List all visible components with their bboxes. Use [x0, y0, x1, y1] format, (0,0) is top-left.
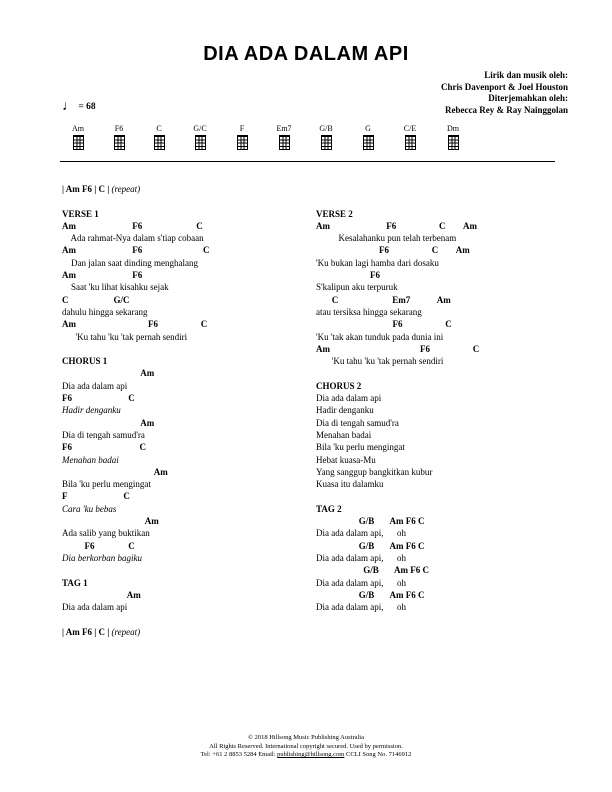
lyric-line: Hadir denganku — [316, 405, 374, 416]
lyric-line: Ada salib yang buktikan — [62, 528, 150, 539]
chord-grid-icon — [154, 135, 165, 150]
credit-line: Diterjemahkan oleh: — [488, 93, 568, 103]
tempo-value: = 68 — [78, 102, 96, 112]
chord-line: Am F6 C — [62, 245, 210, 256]
lyric-line: dahulu hingga sekarang — [62, 306, 148, 317]
song-title: DIA ADA DALAM API — [203, 43, 409, 65]
footer — [0, 734, 612, 760]
chord-line: Am — [62, 368, 155, 379]
chord-diagram — [139, 124, 179, 155]
chord-diagram — [348, 124, 388, 155]
chord-line: G/B Am F6 C — [316, 540, 425, 551]
chord-progression — [62, 183, 292, 195]
lyric-line: Dia ada dalam api, oh — [316, 552, 406, 563]
chord-name: C — [156, 124, 162, 133]
chord-line: Am — [62, 516, 159, 527]
spacer — [316, 195, 556, 207]
lyric-line: Dia ada dalam api — [316, 393, 382, 404]
lyric-line: Dia ada dalam api — [62, 602, 128, 613]
contact-line — [0, 751, 612, 760]
lyric-line: Ada rahmat-Nya dalam s'tiap cobaan — [62, 233, 204, 244]
lyric-line: Dia ada dalam api, oh — [316, 602, 406, 613]
spacer — [62, 613, 292, 625]
section-heading: CHORUS 2 — [316, 380, 362, 391]
chord-grid-icon — [73, 135, 84, 150]
chord-grid-icon — [237, 135, 248, 150]
chord-grid-icon — [114, 135, 125, 150]
lyric-line: 'Ku tahu 'ku 'tak pernah sendiri — [62, 331, 188, 342]
lyric-line: Bila 'ku perlu mengingat — [62, 479, 151, 490]
lyric-line: 'Ku 'tak akan tunduk pada dunia ini — [316, 331, 444, 342]
lyric-line: Hebat kuasa-Mu — [316, 454, 376, 465]
chord-progression — [62, 626, 292, 638]
lyric-line: Kuasa itu dalamku — [316, 479, 384, 490]
chord-line: F6 C — [316, 319, 452, 330]
chord-grid-icon — [448, 135, 459, 150]
chord-diagram — [264, 124, 304, 155]
spacer — [316, 183, 556, 195]
credits — [441, 70, 568, 116]
spacer — [62, 564, 292, 576]
chord-line: Am F6 C — [62, 319, 208, 330]
rights-line: All Rights Reserved. International copyright secured. Used by permission. — [209, 742, 403, 750]
copyright-line: © 2018 Hillsong Music Publishing Australia — [248, 734, 364, 741]
chord-line: F6 — [316, 270, 380, 281]
lyric-line: Dia ada dalam api, oh — [316, 577, 406, 588]
chord-diagram-row — [0, 124, 612, 154]
spacer — [62, 195, 292, 207]
lyric-line: Dia ada dalam api, oh — [316, 528, 406, 539]
spacer — [316, 367, 556, 379]
lyric-line: Dia di tengah samud'ra — [62, 429, 145, 440]
lyric-line: Dia di tengah samud'ra — [316, 417, 399, 428]
divider — [60, 161, 555, 162]
chord-grid-icon — [195, 135, 206, 150]
quarter-note-icon: ♩ — [62, 99, 76, 114]
chord-name: Dm — [447, 124, 459, 133]
tempo-marking — [62, 99, 96, 115]
lyric-line: Bila 'ku perlu mengingat — [316, 442, 405, 453]
lyric-line: 'Ku tahu 'ku 'tak pernah sendiri — [316, 356, 444, 367]
chord-line: Am F6 — [62, 270, 143, 281]
chord-name: C/E — [403, 124, 417, 133]
section-heading: TAG 1 — [62, 577, 88, 588]
chord-line: C G/C — [62, 294, 130, 305]
chord-line: G/B Am F6 C — [316, 565, 430, 576]
chord-line: Am — [62, 417, 155, 428]
chord-diagram — [222, 124, 262, 155]
lyric-line: Yang sanggup bangkitkan kubur — [316, 466, 433, 477]
chord-diagram — [433, 124, 473, 155]
lyric-line: Menahan badai — [62, 454, 119, 465]
chord-line: F6 C — [62, 540, 135, 551]
chord-diagram — [180, 124, 220, 155]
chord-diagram — [58, 124, 98, 155]
lyric-line: S'kalipun aku terpuruk — [316, 282, 398, 293]
section-heading: VERSE 1 — [62, 208, 99, 219]
chord-diagram — [306, 124, 346, 155]
chord-name: G/C — [193, 124, 207, 133]
repeat-marker: (repeat) — [111, 626, 141, 637]
chord-line: F C — [62, 491, 130, 502]
lyric-line: 'Ku bukan lagi hamba dari dosaku — [316, 257, 439, 268]
ccli-number: CCLI Song No. 7146912 — [344, 751, 412, 758]
contact-prefix: Tel: +61 2 8853 5284 Email: — [200, 751, 278, 758]
lyric-line: Hadir denganku — [62, 405, 121, 416]
lyric-line: Dia ada dalam api — [62, 380, 128, 391]
lyric-line: Kesalahanku pun telah terbenam — [316, 233, 457, 244]
credit-line: Rebecca Rey & Ray Nainggolan — [445, 104, 568, 115]
chord-line: F6 C — [62, 442, 146, 453]
chord-grid-icon — [363, 135, 374, 150]
chord-line: G/B Am F6 C — [316, 516, 425, 527]
chord-line: Am F6 C — [316, 343, 480, 354]
right-column — [316, 183, 556, 613]
chord-name: Am — [72, 124, 84, 133]
chord-name: F — [239, 124, 245, 133]
progression-chords: | Am F6 | C | — [62, 184, 112, 194]
email-link[interactable]: publishing@hillsong.com — [277, 751, 345, 758]
lyric-line: Dia berkorban bagiku — [62, 552, 142, 563]
spacer — [62, 343, 292, 355]
credit-line: Chris Davenport & Joel Houston — [440, 81, 568, 92]
chord-line: Am — [62, 589, 141, 600]
lyric-line: Menahan badai — [316, 429, 372, 440]
repeat-marker: (repeat) — [111, 184, 141, 194]
chord-grid-icon — [321, 135, 332, 150]
chord-grid-icon — [279, 135, 290, 150]
chord-grid-icon — [405, 135, 416, 150]
lyric-line: Cara 'ku bebas — [62, 503, 117, 514]
progression-chords: | Am F6 | C | — [62, 626, 112, 637]
chord-name: G/B — [319, 124, 333, 133]
chord-line: G/B Am F6 C — [316, 589, 425, 600]
section-heading: VERSE 2 — [316, 208, 353, 219]
left-column — [62, 183, 292, 638]
chord-name: F6 — [114, 124, 124, 133]
section-heading: TAG 2 — [316, 503, 342, 514]
lyric-line: atau tersiksa hingga sekarang — [316, 306, 422, 317]
section-heading: CHORUS 1 — [62, 356, 108, 367]
lyric-line: Dan jalan saat dinding menghalang — [62, 257, 198, 268]
lyric-line: Saat 'ku lihat kisahku sejak — [62, 282, 169, 293]
spacer — [316, 490, 556, 502]
chord-line: C Em7 Am — [316, 294, 451, 305]
chord-line: Am F6 C — [62, 220, 203, 231]
chord-diagram — [390, 124, 430, 155]
chord-name: Em7 — [276, 124, 292, 133]
chord-diagram — [99, 124, 139, 155]
chord-line: F6 C Am — [316, 245, 470, 256]
chord-line: Am F6 C Am — [316, 220, 477, 231]
credit-line: Lirik dan musik oleh: — [484, 70, 568, 80]
chord-line: Am — [62, 466, 168, 477]
chord-line: F6 C — [62, 393, 135, 404]
chord-name: G — [365, 124, 371, 133]
